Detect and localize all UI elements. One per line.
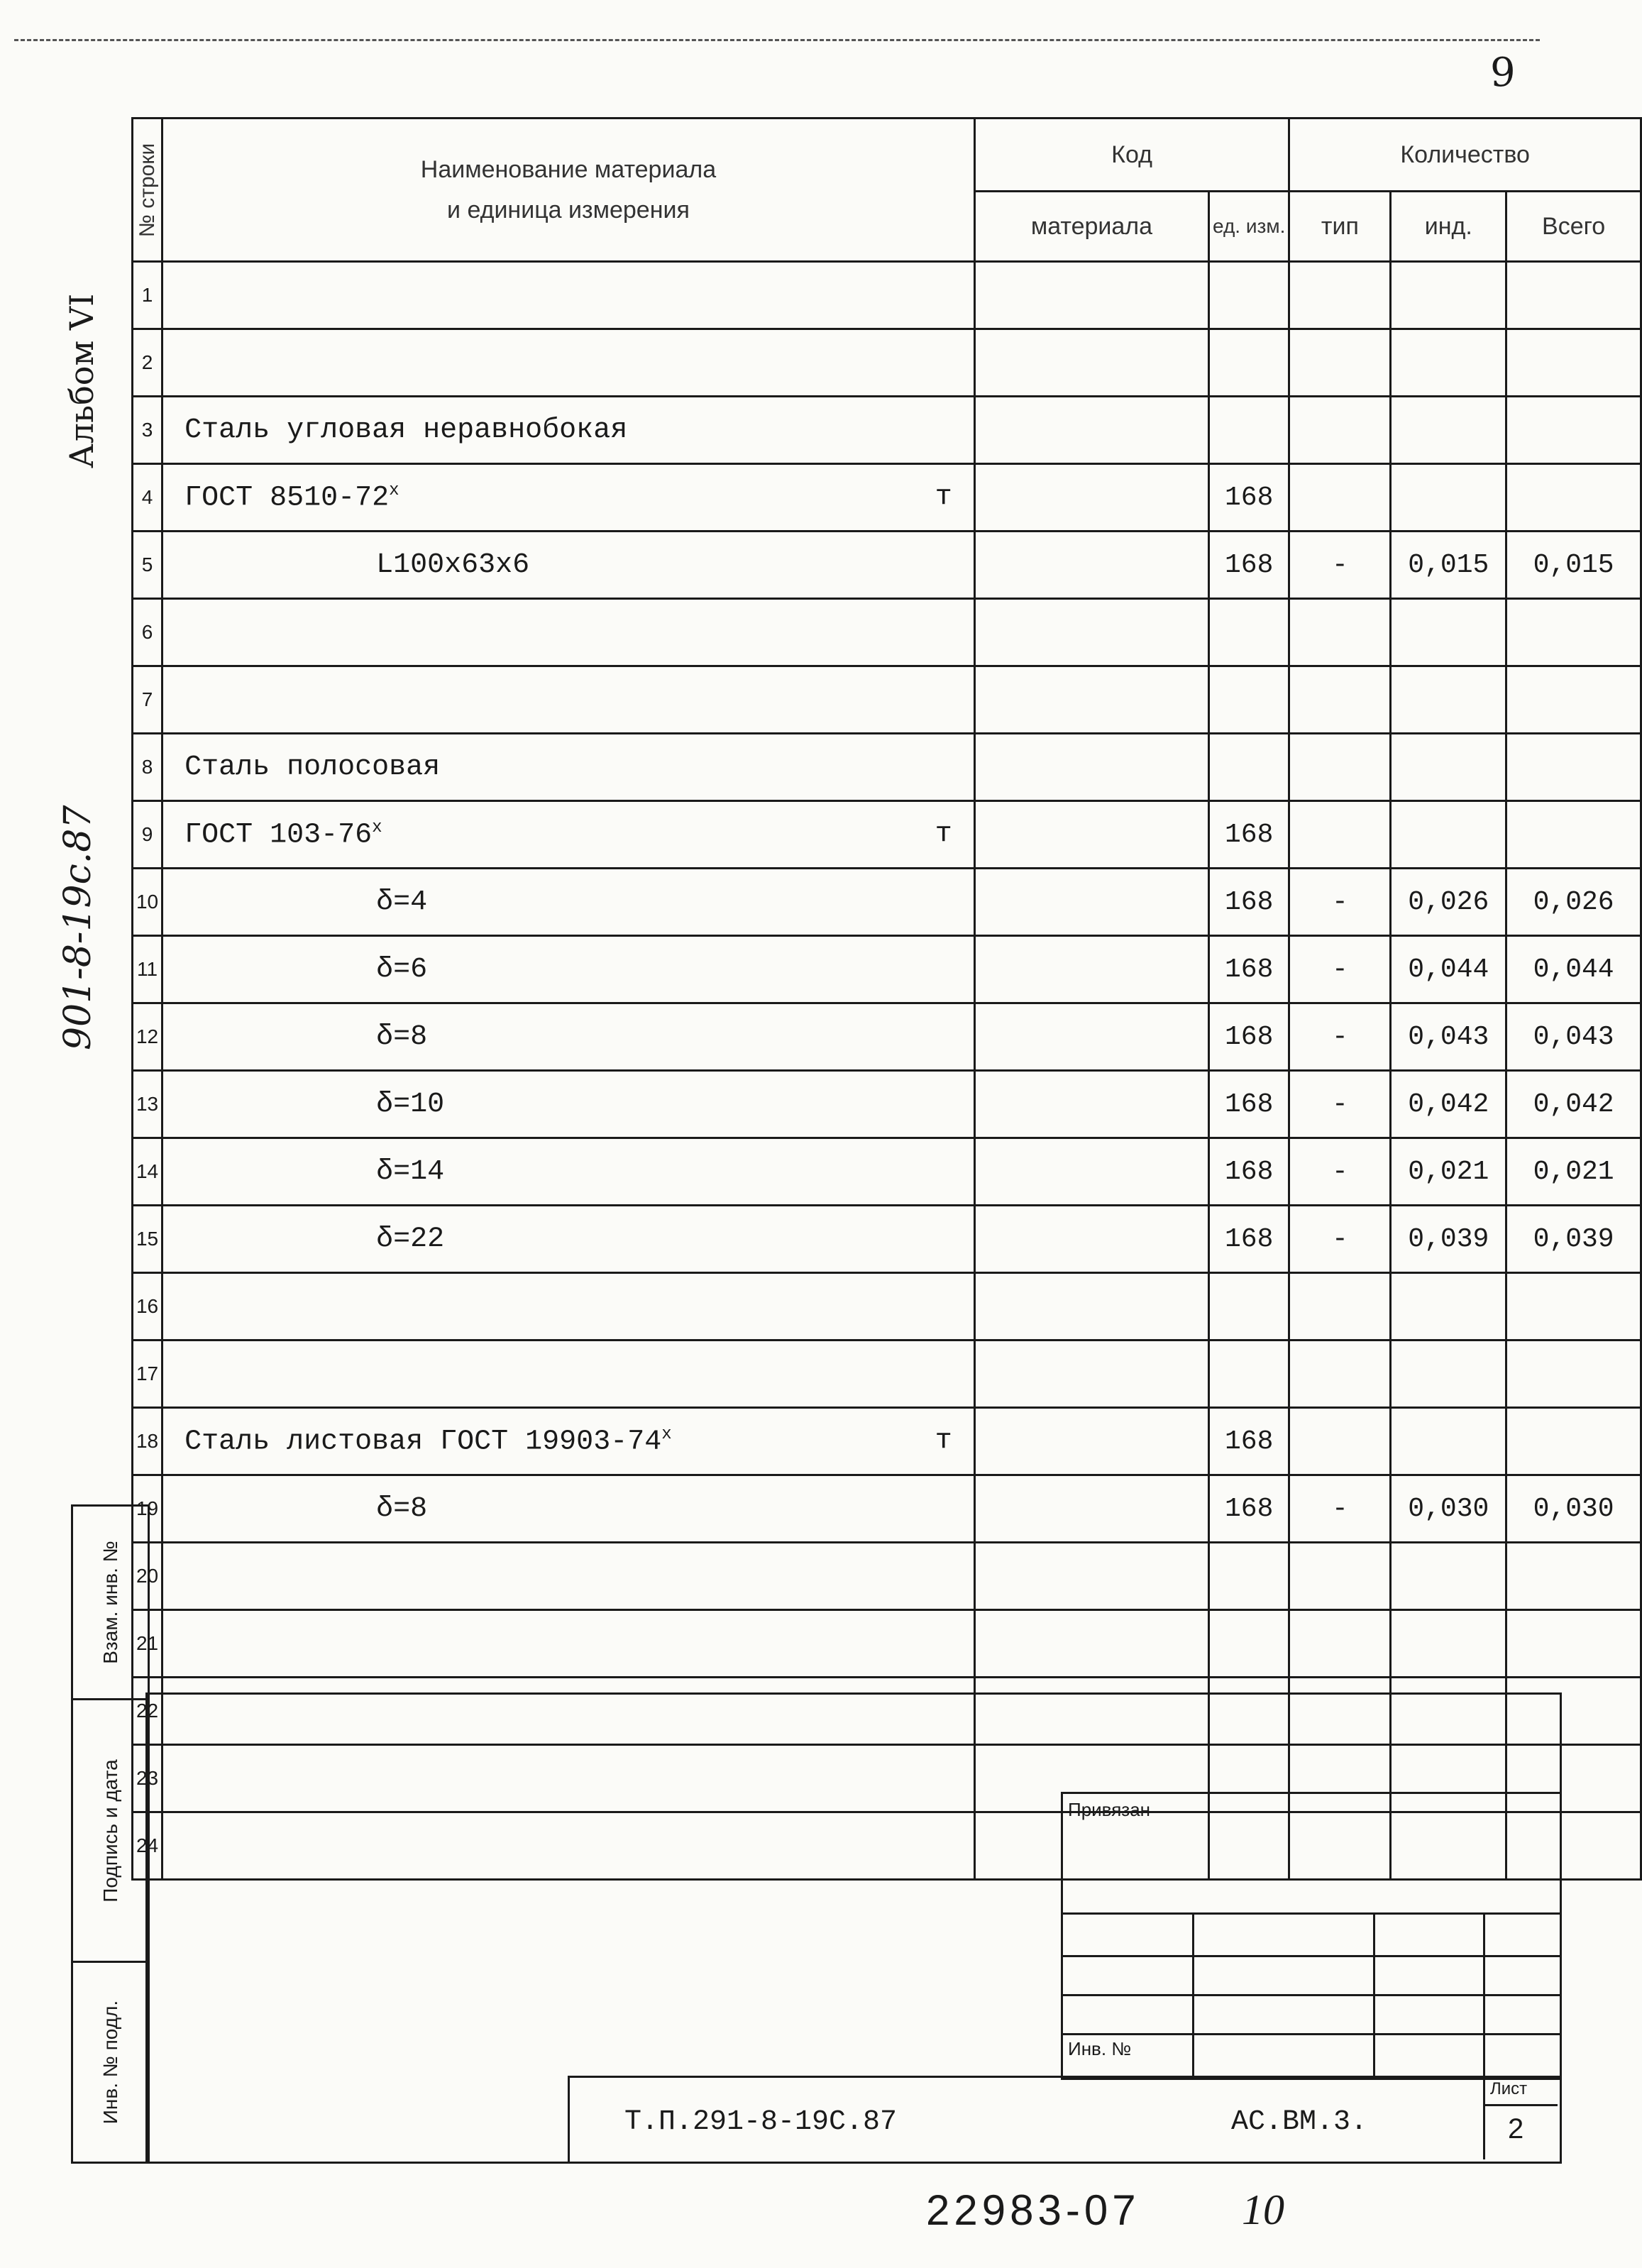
sheet-number: 2	[1508, 2113, 1524, 2145]
material-name-text: δ=4	[376, 886, 428, 918]
row-number: 8	[133, 734, 162, 801]
material-name-text: ГОСТ 103-76	[184, 819, 373, 852]
material-name-text: ГОСТ 8510-72	[184, 482, 390, 514]
material-name	[162, 532, 975, 599]
material-name	[162, 1610, 975, 1678]
material-name	[162, 397, 975, 464]
table-row	[133, 262, 1641, 329]
qty-typ	[1289, 329, 1391, 397]
row-number: 20	[133, 1543, 162, 1610]
qty-total	[1506, 329, 1641, 397]
qty-ind: 0,043	[1391, 1003, 1506, 1071]
row-number: 11	[133, 936, 162, 1003]
material-name	[162, 1543, 975, 1610]
qty-typ: -	[1289, 936, 1391, 1003]
privyazan-vline-1	[1192, 1912, 1194, 2076]
material-name	[162, 869, 975, 936]
unit-code	[1209, 1610, 1289, 1678]
row-number: 24	[133, 1812, 162, 1880]
qty-typ	[1289, 464, 1391, 532]
qty-total	[1506, 464, 1641, 532]
sheet-label: Лист	[1490, 2079, 1528, 2098]
material-code	[974, 666, 1208, 734]
row-number: 15	[133, 1206, 162, 1273]
privyazan-vline-2	[1373, 1912, 1375, 2076]
row-number: 13	[133, 1071, 162, 1138]
row-number: 12	[133, 1003, 162, 1071]
qty-total: 0,043	[1506, 1003, 1641, 1071]
table-row	[133, 599, 1641, 666]
stamp-inv-original: Инв. № подл.	[71, 1961, 150, 2164]
header-qty-ind: инд.	[1391, 192, 1506, 262]
stamp-signature-date: Подпись и дата	[71, 1698, 150, 1963]
qty-total	[1506, 734, 1641, 801]
qty-typ: -	[1289, 1138, 1391, 1206]
header-code-group: Код	[974, 119, 1289, 192]
table-row	[133, 1610, 1641, 1678]
project-code-side-label: 901-8-19с.87	[57, 805, 99, 1050]
qty-total	[1506, 262, 1641, 329]
row-number: 16	[133, 1273, 162, 1341]
qty-typ	[1289, 1408, 1391, 1475]
material-code	[974, 1138, 1208, 1206]
row-number: 18	[133, 1408, 162, 1475]
row-number: 4	[133, 464, 162, 532]
material-code	[974, 869, 1208, 936]
table-row	[133, 936, 1641, 1003]
material-name-text: δ=8	[376, 1020, 428, 1053]
header-row-number: № строки	[133, 119, 162, 262]
unit-code: 168	[1209, 1138, 1289, 1206]
header-name: Наименование материала и единица измерения	[162, 119, 975, 262]
qty-typ	[1289, 801, 1391, 869]
unit-code	[1209, 329, 1289, 397]
measure-unit: т	[935, 1425, 952, 1458]
material-code	[974, 1475, 1208, 1543]
qty-typ: -	[1289, 1206, 1391, 1273]
qty-ind	[1391, 262, 1506, 329]
row-number: 10	[133, 869, 162, 936]
privyazan-vline-3	[1483, 1912, 1485, 2076]
unit-code	[1209, 666, 1289, 734]
archive-number: 22983-07	[926, 2186, 1140, 2234]
row-number: 19	[133, 1475, 162, 1543]
qty-total: 0,015	[1506, 532, 1641, 599]
row-number: 22	[133, 1678, 162, 1745]
unit-code	[1209, 1543, 1289, 1610]
qty-ind: 0,042	[1391, 1071, 1506, 1138]
qty-typ: -	[1289, 869, 1391, 936]
qty-ind	[1391, 734, 1506, 801]
material-name-text: δ=8	[376, 1492, 428, 1525]
qty-ind: 0,021	[1391, 1138, 1506, 1206]
material-code	[974, 936, 1208, 1003]
material-name	[162, 262, 975, 329]
unit-code: 168	[1209, 936, 1289, 1003]
row-number: 6	[133, 599, 162, 666]
material-name	[162, 1138, 975, 1206]
table-row	[133, 1071, 1641, 1138]
qty-ind: 0,039	[1391, 1206, 1506, 1273]
table-row	[133, 397, 1641, 464]
unit-code: 168	[1209, 1206, 1289, 1273]
qty-ind: 0,030	[1391, 1475, 1506, 1543]
row-number: 2	[133, 329, 162, 397]
inv-label: Инв. №	[1068, 2038, 1132, 2059]
title-sheet-line	[1483, 2104, 1558, 2106]
qty-typ	[1289, 397, 1391, 464]
qty-typ: -	[1289, 1003, 1391, 1071]
doc-code: Т.П.291-8-19С.87	[624, 2106, 898, 2138]
qty-total	[1506, 599, 1641, 666]
material-name-text: L100x63x6	[376, 549, 530, 581]
material-code	[974, 397, 1208, 464]
qty-typ	[1289, 262, 1391, 329]
table-row	[133, 1138, 1641, 1206]
qty-typ	[1289, 1273, 1391, 1341]
qty-ind: 0,026	[1391, 869, 1506, 936]
unit-code: 168	[1209, 1475, 1289, 1543]
qty-total: 0,030	[1506, 1475, 1641, 1543]
material-name-text: δ=10	[376, 1088, 445, 1121]
material-code	[974, 532, 1208, 599]
qty-ind	[1391, 801, 1506, 869]
qty-total	[1506, 397, 1641, 464]
qty-total: 0,021	[1506, 1138, 1641, 1206]
material-name-text: δ=6	[376, 953, 428, 986]
header-quantity-group: Количество	[1289, 119, 1641, 192]
qty-total	[1506, 1543, 1641, 1610]
archive-suffix: 10	[1242, 2186, 1284, 2233]
material-name-text: δ=14	[376, 1155, 445, 1188]
standard-revision-mark: x	[661, 1424, 672, 1444]
material-code	[974, 1341, 1208, 1408]
row-number: 23	[133, 1745, 162, 1812]
row-number: 14	[133, 1138, 162, 1206]
measure-unit: т	[935, 481, 952, 514]
qty-ind	[1391, 599, 1506, 666]
qty-total	[1506, 801, 1641, 869]
table-row	[133, 734, 1641, 801]
header-qty-total: Всего	[1506, 192, 1641, 262]
unit-code	[1209, 262, 1289, 329]
qty-ind	[1391, 397, 1506, 464]
material-name	[162, 1003, 975, 1071]
material-name	[162, 599, 975, 666]
qty-typ	[1289, 1610, 1391, 1678]
unit-code: 168	[1209, 1003, 1289, 1071]
material-code	[974, 734, 1208, 801]
material-name	[162, 464, 975, 532]
material-name-text: Сталь листовая ГОСТ 19903-74	[184, 1426, 662, 1458]
table-row	[133, 1341, 1641, 1408]
qty-typ: -	[1289, 1475, 1391, 1543]
qty-typ	[1289, 1341, 1391, 1408]
qty-total: 0,042	[1506, 1071, 1641, 1138]
unit-code	[1209, 1273, 1289, 1341]
row-number: 5	[133, 532, 162, 599]
row-number: 3	[133, 397, 162, 464]
material-name	[162, 936, 975, 1003]
album-label: Альбом VI	[62, 293, 101, 468]
table-row	[133, 1273, 1641, 1341]
stamp-inv-replace: Взам. инв. №	[71, 1504, 150, 1700]
material-name	[162, 1341, 975, 1408]
standard-revision-mark: x	[372, 818, 382, 837]
unit-code	[1209, 1341, 1289, 1408]
qty-total: 0,026	[1506, 869, 1641, 936]
qty-ind: 0,044	[1391, 936, 1506, 1003]
header-qty-typ: тип	[1289, 192, 1391, 262]
row-number: 7	[133, 666, 162, 734]
material-name	[162, 329, 975, 397]
material-name-text: Сталь угловая неравнобокая	[184, 414, 628, 446]
table-row	[133, 1543, 1641, 1610]
qty-ind	[1391, 666, 1506, 734]
table-row	[133, 869, 1641, 936]
header-code-material: материала	[974, 192, 1208, 262]
qty-typ	[1289, 666, 1391, 734]
sheet-corner-number: 9	[1490, 50, 1516, 96]
qty-typ	[1289, 599, 1391, 666]
material-name-text: δ=22	[376, 1223, 445, 1255]
table-row	[133, 464, 1641, 532]
qty-typ	[1289, 734, 1391, 801]
row-number: 17	[133, 1341, 162, 1408]
material-code	[974, 262, 1208, 329]
qty-total	[1506, 1341, 1641, 1408]
material-code	[974, 464, 1208, 532]
table-row	[133, 666, 1641, 734]
qty-ind	[1391, 1273, 1506, 1341]
qty-typ: -	[1289, 532, 1391, 599]
qty-ind	[1391, 464, 1506, 532]
material-code	[974, 1071, 1208, 1138]
unit-code: 168	[1209, 869, 1289, 936]
material-code	[974, 329, 1208, 397]
qty-ind	[1391, 1408, 1506, 1475]
material-name	[162, 1475, 975, 1543]
qty-total	[1506, 1273, 1641, 1341]
standard-revision-mark: x	[389, 480, 400, 500]
unit-code: 168	[1209, 1071, 1289, 1138]
row-number: 1	[133, 262, 162, 329]
unit-code	[1209, 599, 1289, 666]
qty-ind	[1391, 1610, 1506, 1678]
measure-unit: т	[935, 818, 952, 851]
material-name	[162, 1408, 975, 1475]
material-specification-table	[131, 117, 1642, 1881]
qty-total	[1506, 1610, 1641, 1678]
table-row	[133, 801, 1641, 869]
material-name	[162, 734, 975, 801]
material-code	[974, 1408, 1208, 1475]
table-row	[133, 1003, 1641, 1071]
row-number: 9	[133, 801, 162, 869]
material-name	[162, 1206, 975, 1273]
material-code	[974, 801, 1208, 869]
qty-ind	[1391, 1543, 1506, 1610]
material-name	[162, 801, 975, 869]
unit-code: 168	[1209, 1408, 1289, 1475]
unit-code	[1209, 734, 1289, 801]
unit-code: 168	[1209, 464, 1289, 532]
qty-ind	[1391, 329, 1506, 397]
material-code	[974, 1543, 1208, 1610]
title-sheet-divider	[1483, 2076, 1485, 2159]
material-name	[162, 1071, 975, 1138]
qty-ind: 0,015	[1391, 532, 1506, 599]
privyazan-block	[1061, 1792, 1562, 2080]
top-border-line	[14, 39, 1540, 41]
qty-ind	[1391, 1341, 1506, 1408]
material-code	[974, 1610, 1208, 1678]
material-name-text: Сталь полосовая	[184, 751, 441, 783]
row-number: 21	[133, 1610, 162, 1678]
material-name	[162, 666, 975, 734]
material-code	[974, 1003, 1208, 1071]
unit-code	[1209, 397, 1289, 464]
qty-total: 0,044	[1506, 936, 1641, 1003]
qty-typ	[1289, 1543, 1391, 1610]
material-code	[974, 1206, 1208, 1273]
privyazan-label: Привязан	[1068, 1799, 1151, 1820]
qty-total	[1506, 1408, 1641, 1475]
unit-code: 168	[1209, 801, 1289, 869]
doc-section: АС.ВМ.3.	[1231, 2106, 1368, 2138]
table-row	[133, 532, 1641, 599]
table-row	[133, 1408, 1641, 1475]
material-code	[974, 1273, 1208, 1341]
header-code-unit: ед. изм.	[1209, 192, 1289, 262]
qty-typ: -	[1289, 1071, 1391, 1138]
material-name	[162, 1273, 975, 1341]
qty-total	[1506, 666, 1641, 734]
material-code	[974, 599, 1208, 666]
table-row	[133, 329, 1641, 397]
unit-code: 168	[1209, 532, 1289, 599]
qty-total: 0,039	[1506, 1206, 1641, 1273]
table-row	[133, 1475, 1641, 1543]
table-row	[133, 1206, 1641, 1273]
